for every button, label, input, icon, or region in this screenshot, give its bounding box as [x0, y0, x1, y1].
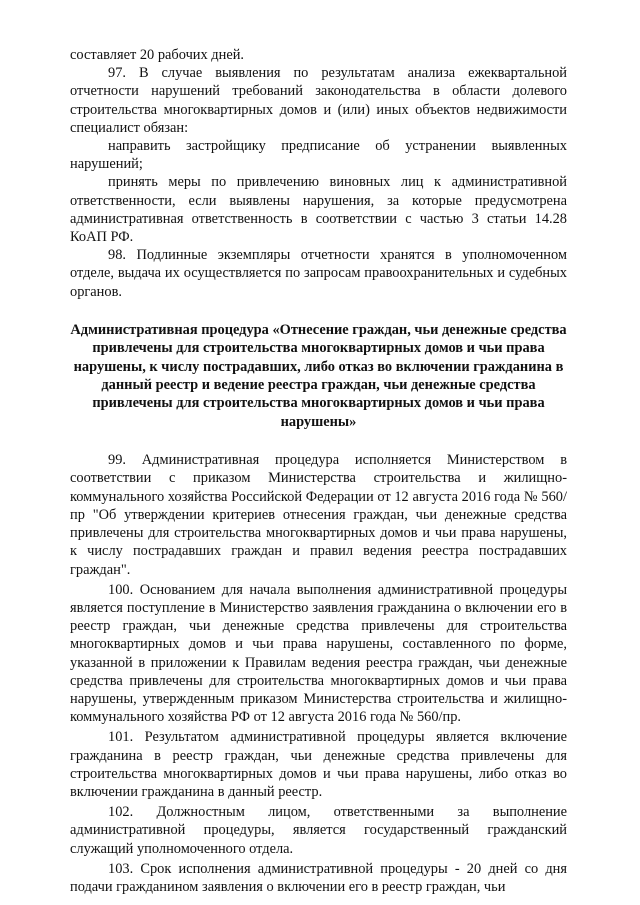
paragraph-100: 100. Основанием для начала выполнения административной процедуры является поступление в Министерство заявления гражданина о включении его в реестр граждан, чьи денежные средства привлечены для строительства многоквартирных домов и чьи права нарушены, составленного по форме, указанной в приложении к Правилам ведения реестра граждан, чьи денежные средства привлечены для строительства многоквартирных домов и чьи права нарушены, утвержденным приказом Министерства строительства и жилищно-коммунального хозяйства РФ от 12 августа 2016 года № 560/пр.	[70, 581, 567, 726]
paragraph-97: 97. В случае выявления по результатам анализа ежеквартальной отчетности нарушений требований законодательства в области долевого строительства многоквартирных домов и (или) иных объектов недвижимости специалист обязан:	[70, 65, 567, 136]
paragraph-98: 98. Подлинные экземпляры отчетности хранятся в уполномоченном отделе, выдача их осуществляется по запросам правоохранительных и судебных органов.	[70, 247, 567, 300]
paragraph-102: 102. Должностным лицом, ответственными за выполнение административной процедуры, является государственный гражданский служащий уполномоченного отдела.	[70, 804, 567, 857]
paragraph-97-item-1: направить застройщику предписание об устранении выявленных нарушений;	[70, 138, 567, 173]
paragraph-97-item-2: принять меры по привлечению виновных лиц к административной ответственности, если выявлены нарушения, за которые предусмотрена административная ответственность в соответствии с частью 3 статьи 14.28 КоАП РФ.	[70, 174, 567, 246]
paragraph-99: 99. Административная процедура исполняется Министерством в соответствии с приказом Министерства строительства и жилищно-коммунального хозяйства Российской Федерации от 12 августа 2016 года № 560/пр "Об утверждении критериев отнесения граждан, чьи денежные средства привлечены для строительства многоквартирных домов и чьи права нарушены, к числу пострадавших граждан и правил ведения реестра пострадавших граждан".	[70, 452, 567, 578]
paragraph-continuation: составляет 20 рабочих дней.	[70, 47, 245, 63]
paragraph-103: 103. Срок исполнения административной процедуры - 20 дней со дня подачи гражданином заявления о включении его в реестр граждан, чьи	[70, 860, 567, 895]
page-body	[70, 46, 567, 896]
paragraph-101: 101. Результатом административной процедуры является включение гражданина в реестр граждан, чьи денежные средства привлечены для строительства многоквартирных домов и чьи права нарушены, либо отказ во включении гражданина в данный реестр.	[70, 729, 567, 800]
section-heading: Административная процедура «Отнесение граждан, чьи денежные средства привлечены для строительства многоквартирных домов и чьи права нарушены, к числу пострадавших, либо отказ во включении гражданина в данный реестр и ведение реестра граждан, чьи денежные средства привлечены для строительства многоквартирных домов и чьи права нарушены»	[70, 321, 567, 430]
